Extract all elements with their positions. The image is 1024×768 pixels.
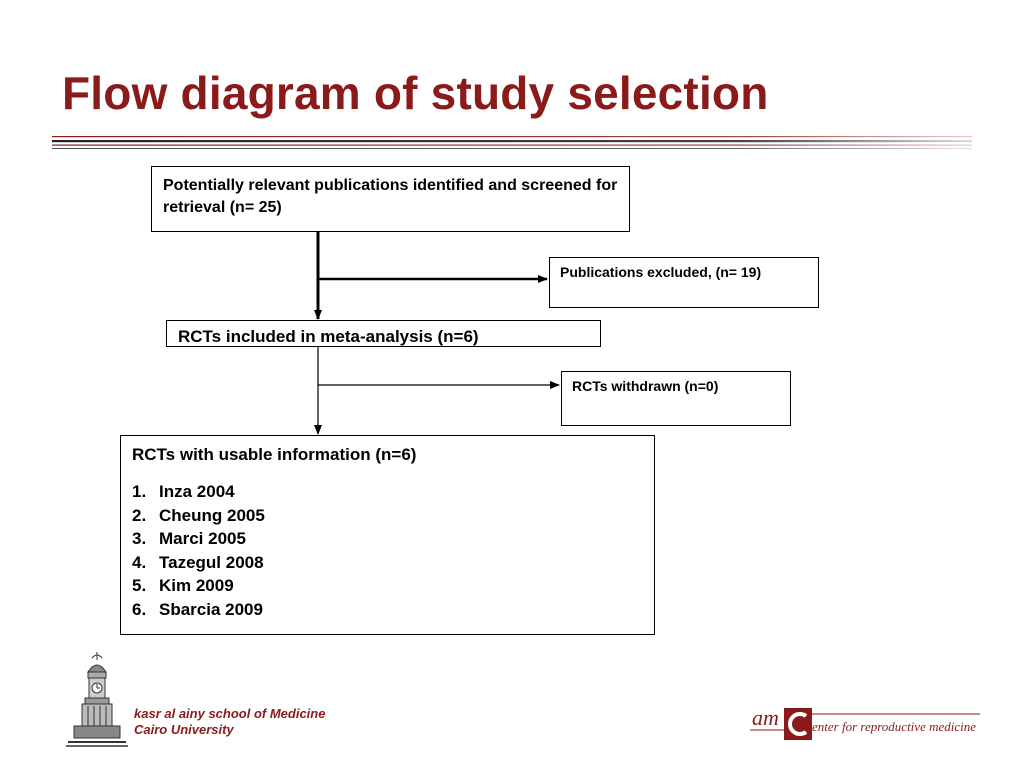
list-item (132, 574, 643, 598)
included-box: RCTs included in meta-analysis (n=6) (166, 320, 601, 347)
usable-heading: RCTs with usable information (n=6) (132, 445, 417, 464)
study-name: Cheung 2005 (159, 505, 265, 525)
list-item (132, 598, 643, 622)
study-number: 5. (132, 576, 147, 596)
study-number: 6. (132, 599, 147, 619)
school-caption (134, 706, 325, 738)
study-number: 1. (132, 482, 147, 501)
study-number: 3. (132, 529, 147, 549)
usable-box (120, 435, 655, 635)
list-item (132, 551, 643, 575)
list-item (132, 527, 643, 551)
title-underline-rules (52, 130, 972, 154)
study-name: Marci 2005 (159, 529, 246, 549)
list-item (132, 480, 643, 504)
identified-box: Potentially relevant publications identified and screened for retrieval (n= 25) (151, 166, 630, 232)
study-number: 4. (132, 552, 147, 572)
amc-prefix: am (752, 705, 779, 730)
university-name: Cairo University (134, 722, 234, 737)
school-name: kasr al ainy school of Medicine (134, 706, 326, 721)
study-name: Sbarcia 2009 (159, 599, 263, 619)
list-item (132, 504, 643, 528)
study-name: Kim 2009 (159, 576, 234, 596)
center-name: enter for reproductive medicine (812, 719, 977, 734)
study-name: Tazegul 2008 (159, 552, 264, 572)
slide-title: Flow diagram of study selection (62, 67, 769, 119)
study-number: 2. (132, 505, 147, 525)
excluded-box: Publications excluded, (n= 19) (549, 257, 819, 308)
study-list (132, 480, 643, 622)
withdrawn-box: RCTs withdrawn (n=0) (561, 371, 791, 426)
study-name: Inza 2004 (159, 482, 235, 501)
kasr-al-ainy-logo (64, 650, 130, 750)
